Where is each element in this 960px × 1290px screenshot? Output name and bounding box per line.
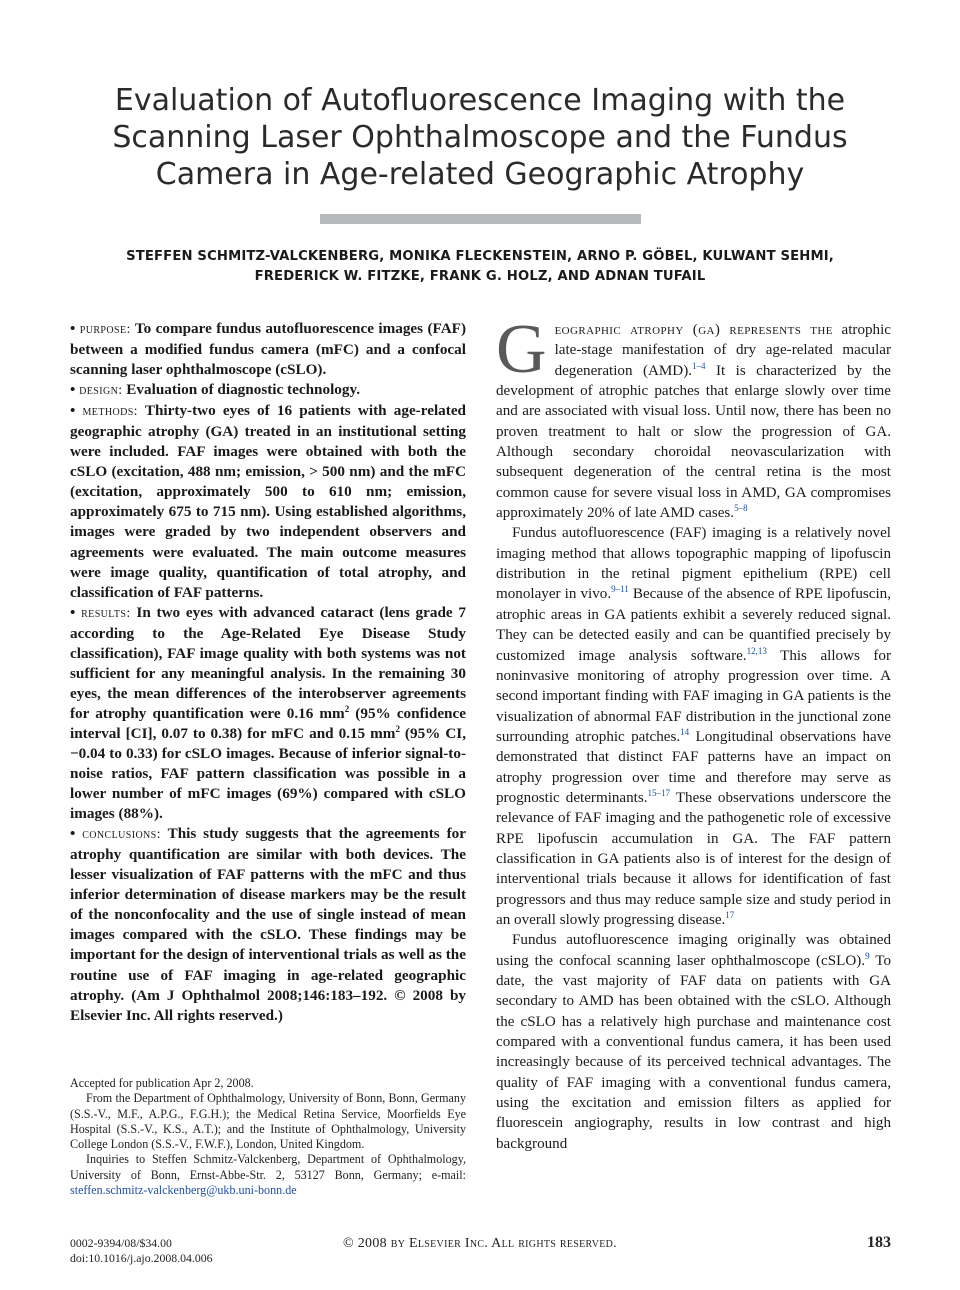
paragraph-text: atrophic late-stage manifestation of dry age-related macular degeneration (AMD). <box>554 322 891 379</box>
paragraph-text: Fundus autofluorescence (FAF) imaging is a relatively novel imaging method that allows topographic mapping of lipofuscin distribution in the retinal pigment epithelium (RPE) cell monolayer in vivo. <box>496 525 891 603</box>
body-paragraph <box>496 523 891 930</box>
page-number: 183 <box>867 1234 891 1251</box>
superscript: 2 <box>344 703 350 714</box>
abstract-design <box>70 380 466 401</box>
email-link[interactable]: steffen.schmitz-valckenberg@ukb.uni-bonn.de <box>70 1183 297 1198</box>
footer-identifiers <box>70 1236 213 1266</box>
results-text: (95% CI, −0.04 to 0.33) for cSLO images. Because of inferior signal-to-noise ratios, FAF pattern classification was possible in a lower number of mFC images (69%) compared with cSLO images (88%). <box>70 724 466 823</box>
abstract-purpose <box>70 319 466 380</box>
author-line: FREDERICK W. FITZKE, FRANK G. HOLZ, AND ADNAN TUFAIL <box>254 269 706 284</box>
reference-link[interactable]: 12,13 <box>746 645 767 656</box>
title-line: Camera in Age-related Geographic Atrophy <box>155 157 805 192</box>
abstract-results <box>70 603 466 825</box>
results-label: results: <box>81 605 131 621</box>
reference-link[interactable]: 1–4 <box>692 360 706 371</box>
drop-cap: G <box>496 311 547 388</box>
paragraph-text: To date, the vast majority of FAF data on patients with GA secondary to AMD has been obtained with the cSLO. Although the cSLO has a relatively high purchase and maintenance cost compared with a conventional fundus camera, it has been used increasingly because of its perceived technical advantages. The quality of FAF imaging with a conventional fundus camera, using the excitation and emission filters as applied for fluorescein angiography, results in low contrast and high background <box>496 952 891 1152</box>
reference-link[interactable]: 9 <box>865 950 870 961</box>
purpose-label: purpose: <box>79 322 131 337</box>
results-text: (95% confidence interval [CI], 0.07 to 0.38) for mFC and 0.15 mm <box>70 704 466 742</box>
footer-copyright: © 2008 by Elsevier Inc. All rights reserved. <box>343 1236 617 1251</box>
abstract <box>70 319 466 1026</box>
paragraph-text: This allows for noninvasive monitoring of atrophy progression over time. A second important finding with FAF imaging in GA patients is the visualization of abnormal FAF distribution in the junctional zone surrounding atrophic patches. <box>496 647 892 745</box>
bullet-icon: • <box>70 603 76 621</box>
bullet-icon: • <box>70 381 76 399</box>
inquiries-text: Inquiries to Steffen Schmitz-Valckenberg, Department of Ophthalmology, University of Bonn, Ernst-Abbe-Str. 2, 53127 Bonn, Germany; e-mail: <box>70 1152 466 1182</box>
abstract-methods <box>70 401 466 602</box>
paragraph-text: It is characterized by the development of atrophic patches that enlarge slowly over time and are associated with visual loss. Until now, there has been no proven treatment to halt or slow the progression of GA. Although secondary choroidal neovascularization with subsequent degeneration of the central retina is the most common cause for severe visual loss in AMD, GA compromises approximately 20% of late AMD cases. <box>496 362 891 522</box>
bullet-icon: • <box>70 402 76 420</box>
conclusions-text: This study suggests that the agreements for atrophy quantification are similar with both devices. The lesser visualization of FAF patterns with the mFC and thus inferior determination of disease markers may be the result of the nonconfocality and the use of single instead of mean images compared with the cSLO. These findings may be important for the design of interventional trials as well as the routine use of FAF imaging in age-related geographic atrophy. <box>70 825 467 1004</box>
affiliation-note: From the Department of Ophthalmology, University of Bonn, Bonn, Germany (S.S.-V., M.F., A.P.G., F.G.H.); the Medical Retina Service, Moorfields Eye Hospital (S.S.-V., K.S., A.T.); and the Institute of Ophthalmology, University College London (S.S.-V., F.W.F.), London, United Kingdom. <box>70 1091 466 1152</box>
reference-link[interactable]: 14 <box>680 726 690 737</box>
inquiries-note <box>70 1152 466 1198</box>
paragraph-text: Longitudinal observations have demonstrated that distinct FAF patterns have an impact on atrophy progression over time and therefore may serve as prognostic determinants. <box>496 728 891 806</box>
body-paragraph <box>496 311 891 523</box>
methods-label: methods: <box>82 404 138 420</box>
reference-link[interactable]: 5–8 <box>734 503 748 514</box>
smallcaps-opening: eographic atrophy (ga) represents the <box>554 322 833 338</box>
bullet-icon: • <box>70 825 76 843</box>
reference-link[interactable]: 15–17 <box>647 787 671 798</box>
methods-text: Thirty-two eyes of 16 patients with age-related geographic atrophy (GA) treated in an institutional setting were included. FAF images were obtained with both the cSLO (excitation, 488 nm; emission, > 500 nm) and the mFC (excitation, approximately 500 to 610 nm; emission, approximately 675 to 715 nm). Using established algorithms, images were graded by two independent observers and agreements were evaluated. The main outcome measures were image quality, quantification of total atrophy, and classification of FAF patterns. <box>70 402 467 601</box>
body-text <box>496 311 892 1154</box>
design-text: Evaluation of diagnostic technology. <box>126 381 361 399</box>
design-label: design: <box>79 383 123 399</box>
paragraph-text: These observations underscore the relevance of FAF imaging and the pathogenetic role of excessive RPE lipofuscin accumulation in GA. The FAF pattern classification in GA patients also is of interest for the design of interventional trials because it allows for identification of fast progressors and thus may reduce sample size and study period in an overall slowly progressing disease. <box>496 789 891 928</box>
abstract-conclusions <box>70 824 466 1025</box>
doi: doi:10.1016/j.ajo.2008.04.006 <box>70 1251 213 1265</box>
paragraph-text: Because of the absence of RPE lipofuscin, atrophic areas in GA patients exhibit a severely reduced signal. They can be detected easily and can be quantified precisely by customized image analysis software. <box>496 586 891 664</box>
author-line: STEFFEN SCHMITZ-VALCKENBERG, MONIKA FLECKENSTEIN, ARNO P. GÖBEL, KULWANT SEHMI, <box>126 249 834 264</box>
results-text: In two eyes with advanced cataract (lens grade 7 according to the Age-Related Eye Disease Study classification), FAF image quality with both systems was not sufficient for any meaningful analysis. In the remaining 30 eyes, the mean differences of the interobserver agreements for atrophy quantification were 0.16 mm <box>70 603 467 722</box>
citation: (Am J Ophthalmol 2008;146:183–192. © 2008 by Elsevier Inc. All rights reserved.) <box>70 986 466 1024</box>
reference-link[interactable]: 9–11 <box>611 584 629 595</box>
title-line: Evaluation of Autofluorescence Imaging with the <box>114 83 846 118</box>
bullet-icon: • <box>70 320 76 337</box>
superscript: 2 <box>395 723 400 734</box>
issn: 0002-9394/08/$34.00 <box>70 1236 172 1250</box>
title-divider <box>320 214 641 224</box>
paragraph-text: Fundus autofluorescence imaging originally was obtained using the confocal scanning laser ophthalmoscope (cSLO). <box>496 932 891 969</box>
conclusions-label: conclusions: <box>82 827 161 843</box>
author-list <box>60 247 900 287</box>
article-title <box>100 82 860 193</box>
article-notes <box>70 1076 466 1198</box>
purpose-text: To compare fundus autofluorescence images (FAF) between a modified fundus camera (mFC) and a confocal scanning laser ophthalmoscope (cSLO). <box>70 320 467 379</box>
accepted-note: Accepted for publication Apr 2, 2008. <box>70 1076 254 1090</box>
reference-link[interactable]: 17 <box>725 909 735 920</box>
body-paragraph <box>496 930 891 1154</box>
title-line: Scanning Laser Ophthalmoscope and the Fundus <box>112 120 848 155</box>
